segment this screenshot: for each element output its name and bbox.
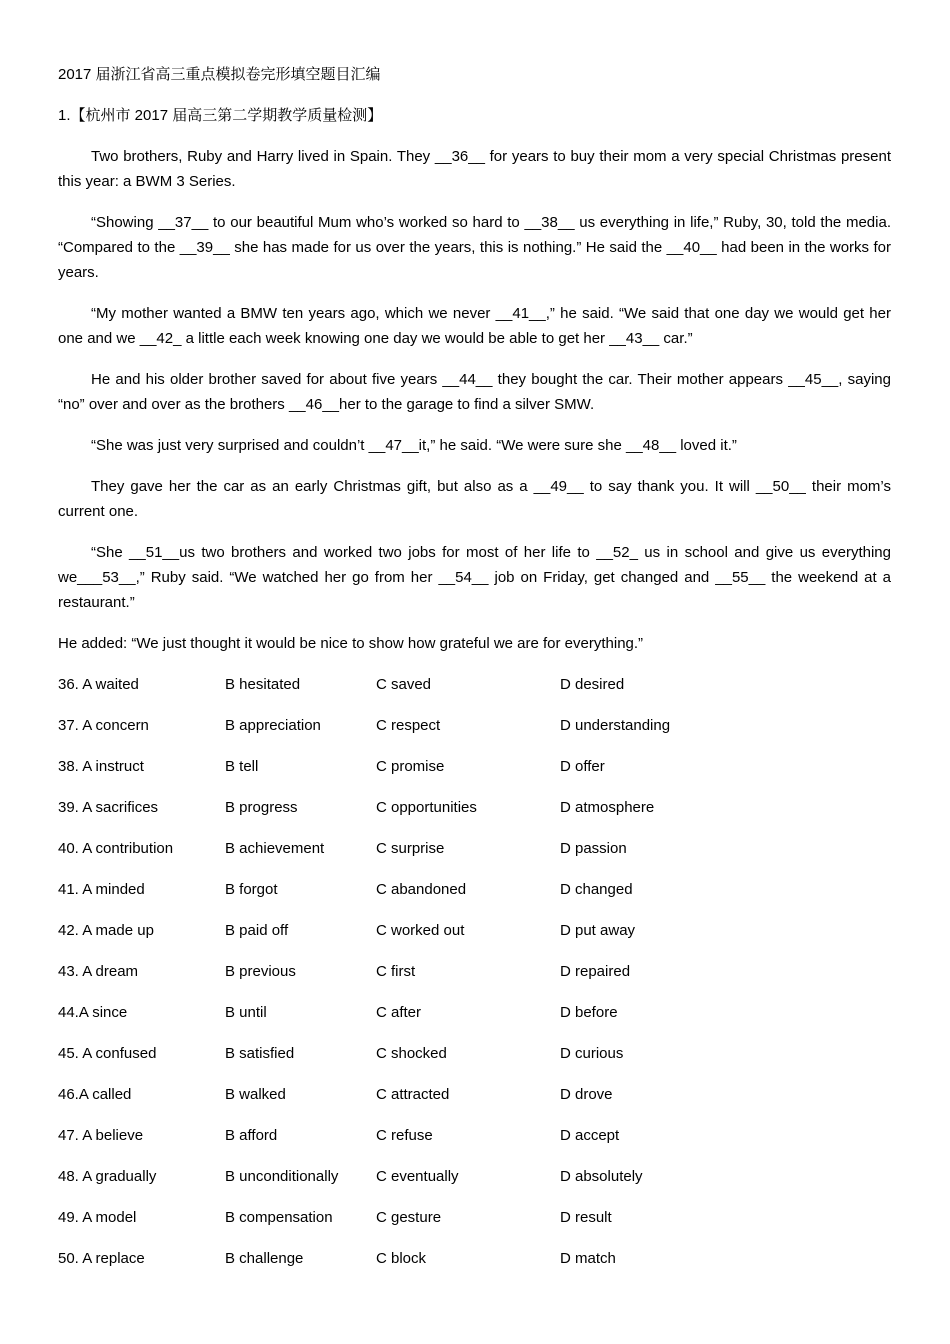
option-c: C abandoned xyxy=(376,881,467,898)
option-c: C first xyxy=(376,963,416,980)
passage-paragraph: They gave her the car as an early Christmas gift, but also as a __49__ to say thank you. It will __50__ their mom’s current one. xyxy=(58,478,891,520)
passage-paragraph: “She __51__us two brothers and worked two jobs for most of her life to __52_ us in school and give us everything we___53__,” Ruby said. “We watched her go from her __54__ job on Friday, get changed and __55__ the weekend at a restaurant.” xyxy=(58,544,891,611)
option-b: B progress xyxy=(225,799,298,816)
question-row xyxy=(58,1041,891,1066)
question-row xyxy=(58,959,891,984)
option-b: B previous xyxy=(225,963,296,980)
document-page xyxy=(58,62,891,1287)
option-d: D changed xyxy=(560,881,633,898)
closing-line: He added: “We just thought it would be nice to show how grateful we are for everything.” xyxy=(58,635,644,652)
option-a: 42. A made up xyxy=(58,922,154,939)
passage-paragraph: Two brothers, Ruby and Harry lived in Spain. They __36__ for years to buy their mom a very special Christmas present this year: a BWM 3 Series. xyxy=(58,148,891,190)
option-b: B achievement xyxy=(225,840,325,857)
option-d: D understanding xyxy=(560,717,671,734)
option-a: 41. A minded xyxy=(58,881,145,898)
option-d: D match xyxy=(560,1250,616,1267)
document-title: 2017 届浙江省高三重点模拟卷完形填空题目汇编 xyxy=(58,66,381,83)
option-d: D before xyxy=(560,1004,618,1021)
option-d: D drove xyxy=(560,1086,613,1103)
option-d: D put away xyxy=(560,922,636,939)
question-row xyxy=(58,918,891,943)
option-a: 48. A gradually xyxy=(58,1168,157,1185)
option-c: C after xyxy=(376,1004,422,1021)
option-c: C attracted xyxy=(376,1086,450,1103)
option-c: C worked out xyxy=(376,922,465,939)
question-row xyxy=(58,877,891,902)
option-d: D result xyxy=(560,1209,612,1226)
question-row xyxy=(58,1205,891,1230)
option-b: B hesitated xyxy=(225,676,301,693)
option-b: B paid off xyxy=(225,922,289,939)
option-a: 50. A replace xyxy=(58,1250,145,1267)
option-a: 46.A called xyxy=(58,1086,132,1103)
option-b: B afford xyxy=(225,1127,278,1144)
passage-paragraph: “My mother wanted a BMW ten years ago, which we never __41__,” he said. “We said that one day we would get her one and we __42_ a little each week knowing one day we would be able to get her __43__ car.” xyxy=(58,305,891,347)
passage-paragraph: “Showing __37__ to our beautiful Mum who’s worked so hard to __38__ us everything in life,” Ruby, 30, told the media. “Compared to the __39__ she has made for us over the years, this is nothing.” He said the __40__ had been in the works for years. xyxy=(58,214,891,281)
option-d: D passion xyxy=(560,840,627,857)
option-d: D accept xyxy=(560,1127,620,1144)
option-a: 43. A dream xyxy=(58,963,139,980)
option-b: B unconditionally xyxy=(225,1168,339,1185)
question-row xyxy=(58,713,891,738)
question-row xyxy=(58,795,891,820)
option-b: B forgot xyxy=(225,881,278,898)
question-row xyxy=(58,754,891,779)
passage-paragraph: “She was just very surprised and couldn’t __47__it,” he said. “We were sure she __48__ loved it.” xyxy=(91,437,737,454)
question-row xyxy=(58,1000,891,1025)
answer-options xyxy=(58,672,891,1271)
option-a: 38. A instruct xyxy=(58,758,144,775)
section-heading: 1.【杭州市 2017 届高三第二学期教学质量检测】 xyxy=(58,107,383,124)
question-row xyxy=(58,836,891,861)
option-d: D offer xyxy=(560,758,605,775)
option-c: C surprise xyxy=(376,840,445,857)
option-a: 49. A model xyxy=(58,1209,137,1226)
option-c: C opportunities xyxy=(376,799,477,816)
option-c: C shocked xyxy=(376,1045,447,1062)
option-c: C promise xyxy=(376,758,445,775)
option-b: B compensation xyxy=(225,1209,333,1226)
option-b: B until xyxy=(225,1004,267,1021)
option-c: C gesture xyxy=(376,1209,442,1226)
option-a: 47. A believe xyxy=(58,1127,144,1144)
option-a: 36. A waited xyxy=(58,676,139,693)
option-c: C eventually xyxy=(376,1168,459,1185)
question-row xyxy=(58,1123,891,1148)
option-a: 45. A confused xyxy=(58,1045,157,1062)
option-c: C refuse xyxy=(376,1127,433,1144)
question-row xyxy=(58,1164,891,1189)
option-b: B satisfied xyxy=(225,1045,295,1062)
option-a: 44.A since xyxy=(58,1004,128,1021)
option-c: C respect xyxy=(376,717,441,734)
option-a: 37. A concern xyxy=(58,717,149,734)
option-d: D absolutely xyxy=(560,1168,643,1185)
question-row xyxy=(58,672,891,697)
option-d: D desired xyxy=(560,676,625,693)
option-b: B walked xyxy=(225,1086,286,1103)
option-a: 40. A contribution xyxy=(58,840,174,857)
passage-paragraph: He and his older brother saved for about five years __44__ they bought the car. Their mother appears __45__, saying “no” over and over as the brothers __46__her to the garage to find a silver SMW. xyxy=(58,371,891,413)
option-b: B challenge xyxy=(225,1250,304,1267)
question-row xyxy=(58,1082,891,1107)
option-c: C block xyxy=(376,1250,427,1267)
option-d: D curious xyxy=(560,1045,624,1062)
option-d: D repaired xyxy=(560,963,631,980)
option-b: B appreciation xyxy=(225,717,321,734)
question-row xyxy=(58,1246,891,1271)
option-c: C saved xyxy=(376,676,432,693)
option-d: D atmosphere xyxy=(560,799,655,816)
option-b: B tell xyxy=(225,758,259,775)
option-a: 39. A sacrifices xyxy=(58,799,159,816)
